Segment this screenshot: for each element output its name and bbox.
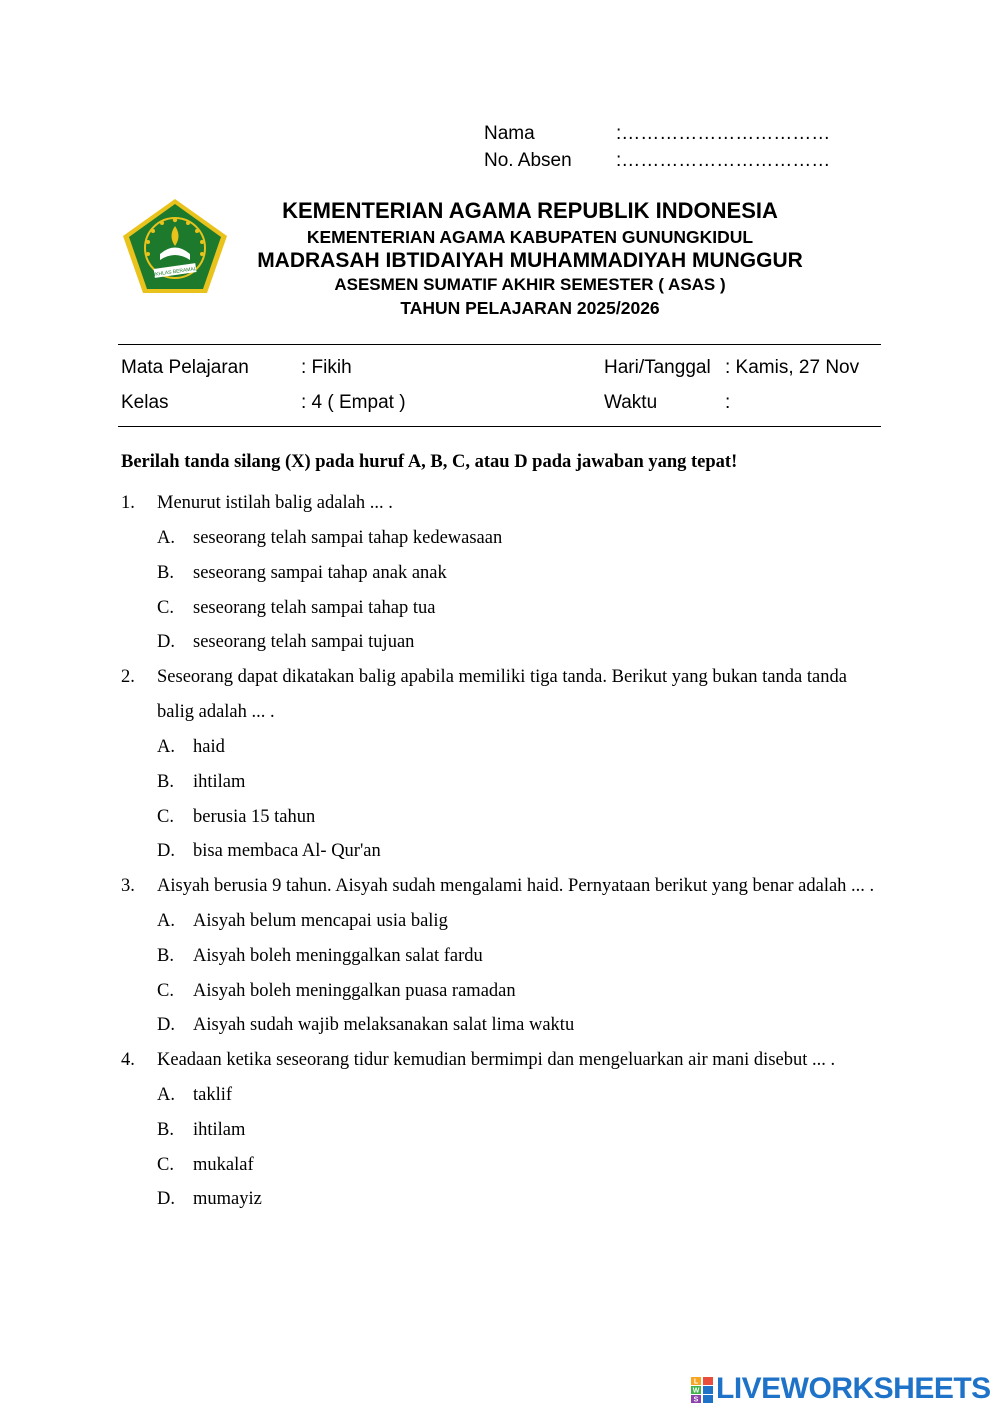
option-a[interactable] xyxy=(157,521,881,556)
option-letter: B. xyxy=(157,562,174,583)
option-letter: A. xyxy=(157,1085,175,1105)
question-2 xyxy=(121,660,881,869)
header-exam: ASESMEN SUMATIF AKHIR SEMESTER ( ASAS ) xyxy=(334,275,726,294)
option-text: ihtilam xyxy=(193,771,246,792)
option-text: seseorang sampai tahap anak anak xyxy=(193,562,447,583)
option-text: haid xyxy=(193,737,225,757)
option-letter: C. xyxy=(157,597,174,618)
question-text: Keadaan ketika seseorang tidur kemudian bermimpi dan mengeluarkan air mani disebut ... . xyxy=(157,1050,836,1070)
option-letter: C. xyxy=(157,806,174,827)
option-text: ihtilam xyxy=(193,1119,246,1140)
option-d[interactable] xyxy=(157,625,881,660)
question-number: 1. xyxy=(121,493,135,513)
question-number: 3. xyxy=(121,876,135,896)
header-divider-bottom xyxy=(118,426,881,427)
option-letter: C. xyxy=(157,980,174,1001)
option-text: Aisyah boleh meninggalkan puasa ramadan xyxy=(193,980,516,1001)
option-c[interactable] xyxy=(157,974,881,1009)
question-list xyxy=(121,486,881,1217)
student-absen-label: No. Absen xyxy=(484,149,572,171)
header-divider-top xyxy=(118,344,881,345)
option-text: mukalaf xyxy=(193,1154,254,1175)
student-name-row xyxy=(484,120,830,147)
option-c[interactable] xyxy=(157,1148,881,1183)
option-letter: A. xyxy=(157,737,175,757)
question-1 xyxy=(121,486,881,660)
option-letter: D. xyxy=(157,841,175,862)
option-text: Aisyah boleh meninggalkan salat fardu xyxy=(193,945,483,966)
option-b[interactable] xyxy=(157,1113,881,1148)
class-label: Kelas xyxy=(121,392,169,413)
header-school: MADRASAH IBTIDAIYAH MUHAMMADIYAH MUNGGUR xyxy=(257,249,803,272)
question-text: Aisyah berusia 9 tahun. Aisyah sudah mengalami haid. Pernyataan berikut yang benar adalah ... . xyxy=(157,876,875,896)
option-text: berusia 15 tahun xyxy=(193,806,316,827)
option-b[interactable] xyxy=(157,939,881,974)
option-text: Aisyah sudah wajib melaksanakan salat lima waktu xyxy=(193,1015,575,1036)
option-d[interactable] xyxy=(157,834,881,869)
student-absen-field[interactable]: :…………………………… xyxy=(616,149,831,171)
date-label: Hari/Tanggal xyxy=(604,357,711,378)
option-b[interactable] xyxy=(157,765,881,800)
student-absen-row xyxy=(484,147,830,174)
option-letter: B. xyxy=(157,771,174,792)
question-number: 2. xyxy=(121,667,135,687)
question-3 xyxy=(121,869,881,1043)
option-text: seseorang telah sampai tujuan xyxy=(193,632,415,653)
option-text: mumayiz xyxy=(193,1189,262,1210)
date-value: : Kamis, 27 Nov xyxy=(725,357,860,378)
option-a[interactable] xyxy=(157,730,881,765)
option-letter: C. xyxy=(157,1154,174,1175)
question-text: Menurut istilah balig adalah ... . xyxy=(157,493,393,513)
option-c[interactable] xyxy=(157,800,881,835)
question-text: Seseorang dapat dikatakan balig apabila memiliki tiga tanda. Berikut yang bukan tanda tanda balig adalah ... . xyxy=(157,667,847,722)
logo-seal-text: IKHLAS BERAMAL xyxy=(153,266,198,278)
option-a[interactable] xyxy=(157,904,881,939)
option-b[interactable] xyxy=(157,556,881,591)
subject-value: : Fikih xyxy=(301,357,352,378)
option-letter: B. xyxy=(157,1119,174,1140)
option-text: bisa membaca Al- Qur'an xyxy=(193,841,381,862)
instruction: Berilah tanda silang (X) pada huruf A, B, C, atau D pada jawaban yang tepat! xyxy=(121,452,738,472)
header-year: TAHUN PELAJARAN 2025/2026 xyxy=(400,298,660,318)
student-name-label: Nama xyxy=(484,122,535,144)
class-value: : 4 ( Empat ) xyxy=(301,392,406,413)
option-letter: D. xyxy=(157,632,175,653)
header-ministry: KEMENTERIAN AGAMA REPUBLIK INDONESIA xyxy=(282,198,778,223)
option-letter: B. xyxy=(157,945,174,966)
option-letter: D. xyxy=(157,1015,175,1036)
option-a[interactable] xyxy=(157,1078,881,1113)
header-regency: KEMENTERIAN AGAMA KABUPATEN GUNUNGKIDUL xyxy=(306,227,754,247)
option-d[interactable] xyxy=(157,1008,881,1043)
option-letter: A. xyxy=(157,911,175,931)
option-letter: A. xyxy=(157,528,175,548)
liveworksheets-brand[interactable]: LIVEWORKSHEETS xyxy=(716,1372,991,1405)
subject-label: Mata Pelajaran xyxy=(121,357,249,378)
svg-text:S: S xyxy=(693,1396,699,1404)
option-text: seseorang telah sampai tahap tua xyxy=(193,597,436,618)
option-text: seseorang telah sampai tahap kedewasaan xyxy=(193,528,503,548)
option-c[interactable] xyxy=(157,591,881,626)
svg-text:L: L xyxy=(693,1378,699,1386)
time-label: Waktu xyxy=(604,392,658,413)
svg-text:W: W xyxy=(692,1387,700,1395)
time-value: : xyxy=(725,392,731,413)
liveworksheets-logo-icon xyxy=(690,1376,714,1404)
kemenag-logo-icon xyxy=(120,196,230,296)
student-name-field[interactable]: :…………………………… xyxy=(616,122,831,144)
student-info xyxy=(484,120,830,174)
option-text: taklif xyxy=(193,1085,233,1105)
option-text: Aisyah belum mencapai usia balig xyxy=(193,911,448,931)
option-letter: D. xyxy=(157,1189,175,1210)
question-4 xyxy=(121,1043,881,1217)
question-number: 4. xyxy=(121,1050,135,1070)
option-d[interactable] xyxy=(157,1182,881,1217)
